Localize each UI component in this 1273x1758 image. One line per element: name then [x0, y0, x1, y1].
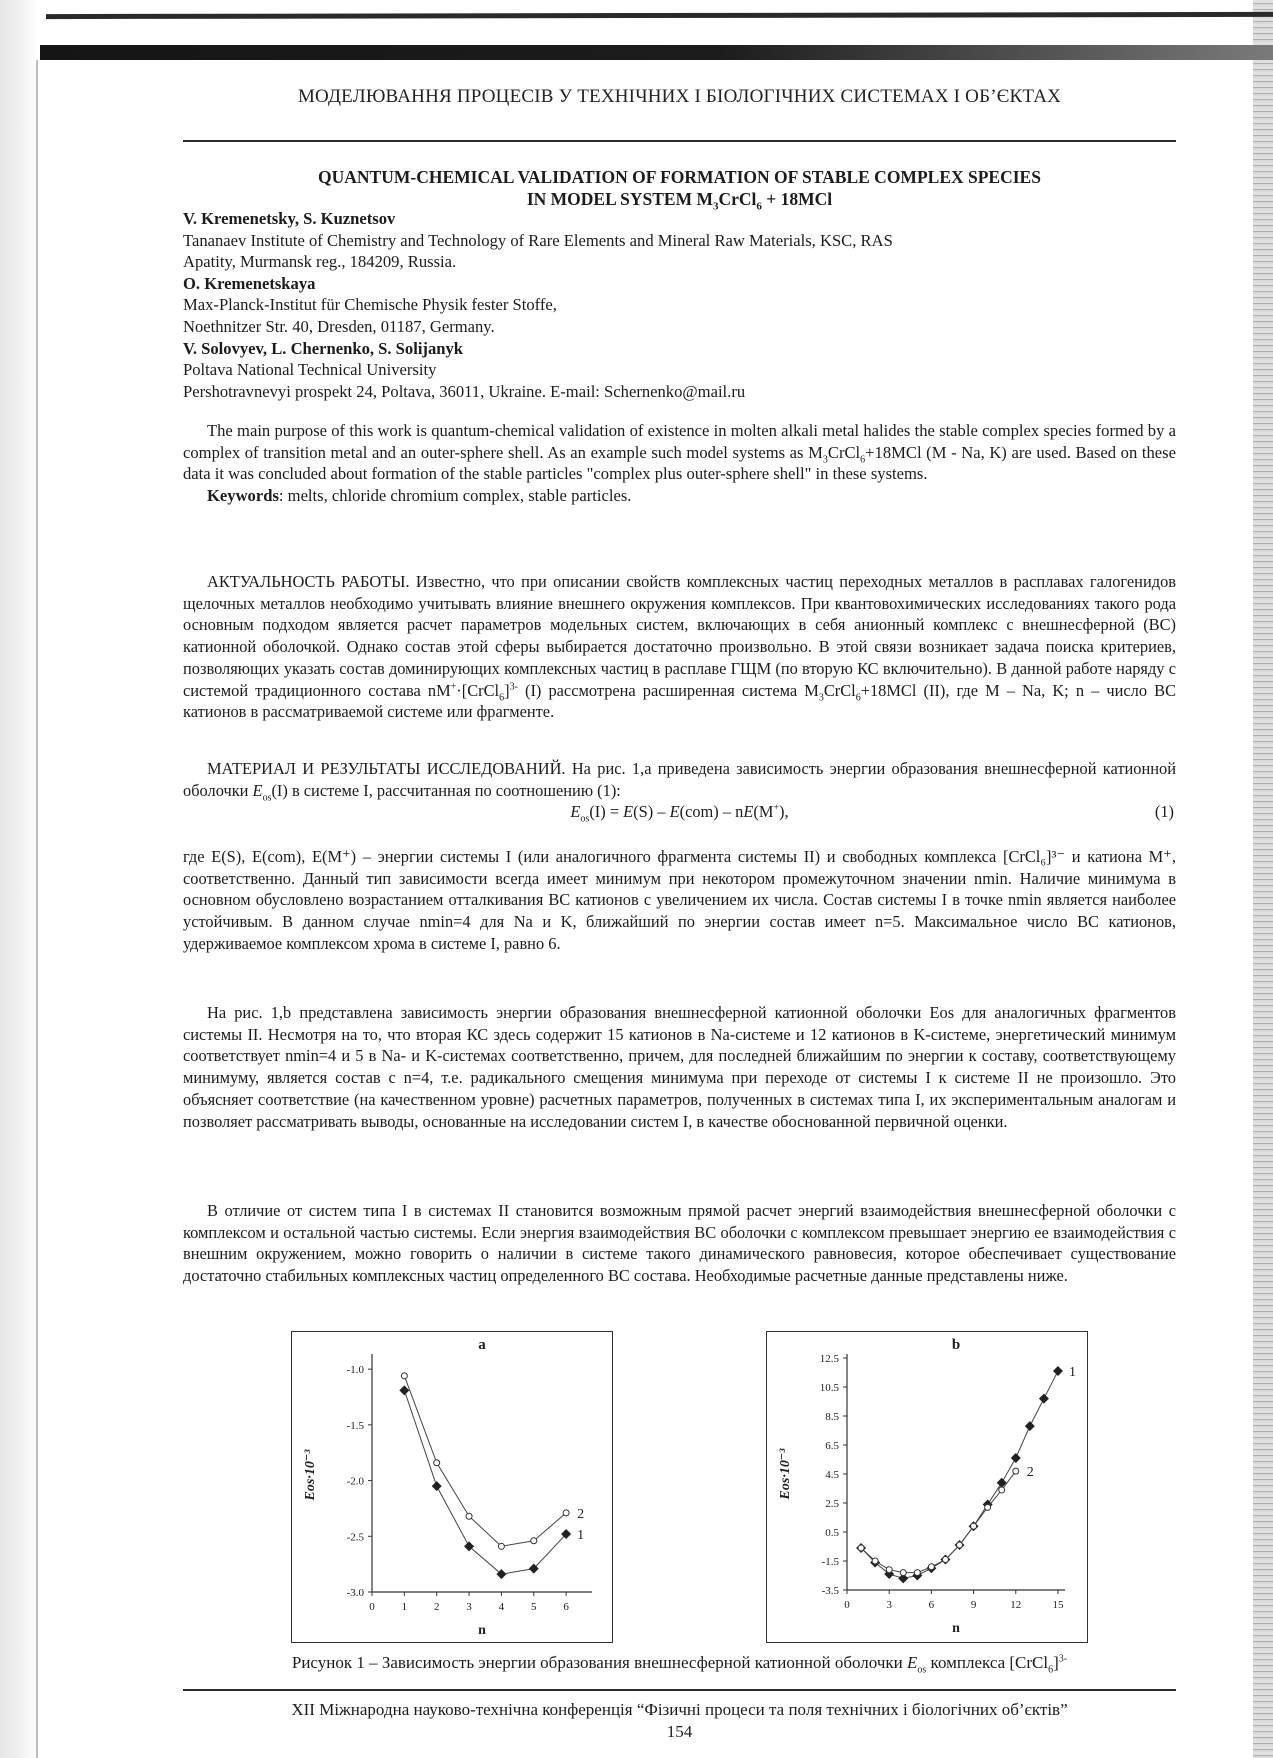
x-tick-label: 2: [433, 1601, 440, 1613]
y-tick-label: 10.5: [819, 1382, 839, 1394]
circle-marker: [928, 1564, 934, 1570]
footer-conference: XII Міжнародна науково-технічна конференція “Фізичні процеси та поля технічних і біологічних об’єктів”: [291, 1700, 1068, 1719]
circle-marker: [872, 1558, 878, 1564]
diamond-marker: [1039, 1394, 1049, 1404]
x-axis-label: n: [952, 1621, 960, 1636]
chart-b-plot: [767, 1332, 1087, 1642]
y-tick-label: 0.5: [825, 1527, 839, 1539]
title-line-2: IN MODEL SYSTEM $M_3CrCl_6 + 18MCl$: [526, 189, 833, 213]
x-tick-label: 3: [466, 1601, 472, 1613]
affiliation-line: Max-Planck-Institut für Chemische Physik fester Stoffe,: [183, 295, 557, 315]
body-paragraph-materials: МАТЕРИАЛ И РЕЗУЛЬТАТЫ ИССЛЕДОВАНИЙ. На рис. 1,а приведена зависимость энергии образования внешнесферной катионной оболочки $E_{os}(I)$ в системе I, рассчитанная по соотношению (1):: [183, 759, 1176, 803]
chart-a: [291, 1331, 613, 1643]
affiliation-line: Tananaev Institute of Chemistry and Technology of Rare Elements and Mineral Raw Materials, KSC, RAS: [183, 230, 893, 250]
equation-body: $E_{os}(I) = E(S) - E(com) - nE(M^+)$,: [570, 802, 789, 825]
diamond-marker: [1053, 1366, 1063, 1376]
scan-border-left: [0, 0, 38, 1758]
x-tick-label: 0: [369, 1601, 375, 1613]
y-tick-label: 2.5: [825, 1498, 839, 1510]
affiliation-line: Poltava National Technical University: [183, 360, 437, 380]
circle-marker: [914, 1570, 920, 1576]
body-paragraph-figure-b: На рис. 1,b представлена зависимость энергии образования внешнесферной катионной оболочки Eos для аналогичных фрагментов системы II. Несмотря на то, что вторая КС здесь содержит 15 катионов в Na-системе и 12 катионов в K-системе, энергетический минимум соответствует nmin=4 и 5 в Na- и K-системах соответственно, причем, для последней ближайшим по энергии к составу, соответствующему минимуму, является состав с n=4, т.е. радикального смещения минимума при переходе от системы I к системе II не произошло. Это объясняет соответствие (на качественном уровне) расчетных параметров, полученных в системах типа I, их экспериментальным аналогам и позволяет рассматривать выводы, основанные на исследовании систем I, в качестве обоснованной первичной оценки.: [183, 1003, 1176, 1131]
diamond-marker: [1011, 1453, 1021, 1463]
author-group-1: V. Kremenetsky, S. Kuznetsov: [183, 209, 396, 228]
circle-marker: [563, 1510, 569, 1516]
title-line-1: QUANTUM-CHEMICAL VALIDATION OF FORMATION OF STABLE COMPLEX SPECIES: [318, 167, 1041, 187]
x-tick-label: 3: [886, 1599, 892, 1611]
authors-section: [183, 208, 1176, 402]
footer-rule: [183, 1689, 1176, 1691]
x-axis-label: n: [478, 1623, 486, 1638]
x-tick-label: 6: [563, 1601, 569, 1613]
y-tick-label: -1.5: [821, 1556, 839, 1568]
body-paragraph-relevance: АКТУАЛЬНОСТЬ РАБОТЫ. Известно, что при описании свойств комплексных частиц переходных металлов в расплавах галогенидов щелочных металлов необходимо учитывать влияние внешнего окружения комплексов. При квантовохимических исследованиях такого рода основным подходом является расчет параметров модельных систем, включающих в себя анионный комплекс с внешнесферной (ВС) катионной оболочкой. Однако состав этой сферы выбирается достаточно произвольно. В этой связи возникает задача поиска критериев, позволяющих указать состав доминирующих комплексных частиц в расплаве ГЩМ (по вторую КС включительно). В данной работе наряду с системой традиционного состава nM+·[CrCl$_6$]$^{3-}$ (I) рассмотрена расширенная система $M_3CrCl_6+18MCl$ (II), где M – Na, K; n – число ВС катионов в рассматриваемой системе или фрагменте.: [183, 572, 1177, 722]
header-rule: [183, 140, 1176, 142]
circle-marker: [957, 1542, 963, 1548]
series-label: 2: [1026, 1465, 1034, 1481]
y-tick-label: -1.5: [346, 1419, 364, 1432]
page-number: 154: [666, 1722, 693, 1741]
circle-marker: [531, 1538, 537, 1544]
circle-marker: [466, 1513, 472, 1519]
y-tick-label: -3.5: [821, 1585, 839, 1597]
x-tick-label: 15: [1052, 1599, 1064, 1611]
scan-bar-top: [46, 12, 1273, 19]
y-tick-label: -2.5: [346, 1531, 364, 1544]
paper-title: [183, 166, 1176, 213]
x-tick-label: 9: [970, 1599, 977, 1611]
y-axis-label: Eos·10⁻³: [303, 1449, 318, 1501]
series-label: 2: [577, 1506, 585, 1522]
series-label: 1: [577, 1528, 585, 1544]
keywords-label: Keywords: [207, 485, 279, 505]
author-group-2: O. Kremenetskaya: [183, 273, 316, 293]
x-tick-label: 4: [498, 1601, 505, 1613]
abstract-text: The main purpose of this work is quantum-chemical validation of existence in molten alkali metal halides the stable complex species formed by a complex of transition metal and an outer-sphere shell. As an example such model systems as $M_3CrCl_6+18MCl$ (M - Na, K) are used. Based on these data it was concluded about formation of the stable particles "complex plus outer-sphere shell" in these systems.: [183, 421, 1176, 484]
circle-marker: [401, 1373, 407, 1379]
scan-bar-top-thick: [40, 45, 1273, 60]
circle-marker: [434, 1460, 440, 1466]
circle-marker: [858, 1545, 864, 1551]
circle-marker: [1013, 1468, 1019, 1474]
y-tick-label: 12.5: [819, 1353, 839, 1365]
series-label: 1: [1068, 1365, 1076, 1381]
equation-number: (1): [1154, 802, 1174, 821]
series-line-1: [404, 1390, 566, 1574]
circle-marker: [999, 1487, 1005, 1493]
diamond-marker: [997, 1478, 1007, 1488]
figure-caption: Рисунок 1 – Зависимость энергии образования внешнесферной катионной оболочки $E_{os}$ комплекса [CrCl$_6$]$^{3-}$: [291, 1653, 1068, 1676]
chart-b: [766, 1331, 1088, 1643]
body-paragraph-interaction: В отличие от систем типа I в системах II становится возможным прямой расчет энергий взаимодействия внешнесферной оболочки с комплексом и остальной частью системы. Если энергия взаимодействия ВС оболочки с комплексом превышает энергию ее взаимодействия с внешним окружением, можно говорить о наличии в системе такого динамического равновесия, которое обеспечивает существование достаточно стабильных комплексных частиц определенного ВС состава. Необходимые расчетные данные представлены ниже.: [183, 1201, 1176, 1286]
y-tick-label: 6.5: [825, 1440, 839, 1452]
diamond-marker: [399, 1385, 409, 1395]
x-tick-label: 0: [844, 1599, 850, 1611]
diamond-marker: [432, 1481, 442, 1491]
circle-marker: [498, 1543, 504, 1549]
scan-border-right: [1253, 0, 1273, 1758]
circle-marker: [900, 1570, 906, 1576]
chart-a-plot: [292, 1332, 612, 1642]
chart-panel-label: b: [951, 1337, 961, 1353]
y-tick-label: -1.0: [346, 1364, 364, 1377]
author-group-3: V. Solovyev, L. Chernenko, S. Solijanyk: [183, 338, 464, 358]
scan-fold-line: [36, 60, 38, 1758]
body-paragraph-minimum: где E(S), E(com), E(M⁺) – энергии системы I (или аналогичного фрагмента системы II) и свободных комплекса [CrCl₆]³⁻ и катиона M⁺, соответственно. Данный тип зависимости всегда имеет минимум при некотором промежуточном значении nmin. Наличие минимума в основном обусловлено возрастанием отталкивания ВС катионов с увеличением их числа. Состав системы I в точке nmin является наиболее устойчивым. В данном случае nmin=4 для Na и K, ближайший по энергии состав имеет n=5. Максимальное число ВС катионов, удерживаемое комплексом хрома в системе I, равно 6.: [183, 847, 1176, 953]
affiliation-line-with-email: Pershotravnevyi prospekt 24, Poltava, 36011, Ukraine. E-mail: Schernenko@mail.ru: [183, 381, 746, 401]
diamond-marker: [1025, 1421, 1035, 1431]
affiliation-line: Apatity, Murmansk reg., 184209, Russia.: [183, 252, 457, 272]
circle-marker: [971, 1523, 977, 1529]
abstract: [183, 420, 1176, 506]
x-tick-label: 12: [1010, 1599, 1022, 1611]
circle-marker: [886, 1567, 892, 1573]
y-tick-label: -2.0: [346, 1475, 364, 1488]
y-axis-label: Eos·10⁻³: [778, 1448, 793, 1500]
circle-marker: [942, 1557, 948, 1563]
keywords: Keywords: melts, chloride chromium complex, stable particles.: [207, 485, 632, 505]
circle-marker: [985, 1504, 991, 1510]
y-tick-label: -3.0: [346, 1587, 364, 1599]
x-tick-label: 5: [531, 1601, 537, 1613]
series-line-2: [861, 1471, 1016, 1573]
chart-panel-label: a: [478, 1337, 486, 1353]
y-tick-label: 4.5: [825, 1469, 839, 1481]
x-tick-label: 6: [928, 1599, 935, 1611]
x-tick-label: 1: [401, 1601, 408, 1613]
affiliation-line: Noethnitzer Str. 40, Dresden, 01187, Germany.: [183, 316, 495, 336]
running-header: МОДЕЛЮВАННЯ ПРОЦЕСІВ У ТЕХНІЧНИХ І БІОЛОГІЧНИХ СИСТЕМАХ І ОБ’ЄКТАХ: [297, 86, 1062, 107]
y-tick-label: 8.5: [825, 1411, 839, 1423]
